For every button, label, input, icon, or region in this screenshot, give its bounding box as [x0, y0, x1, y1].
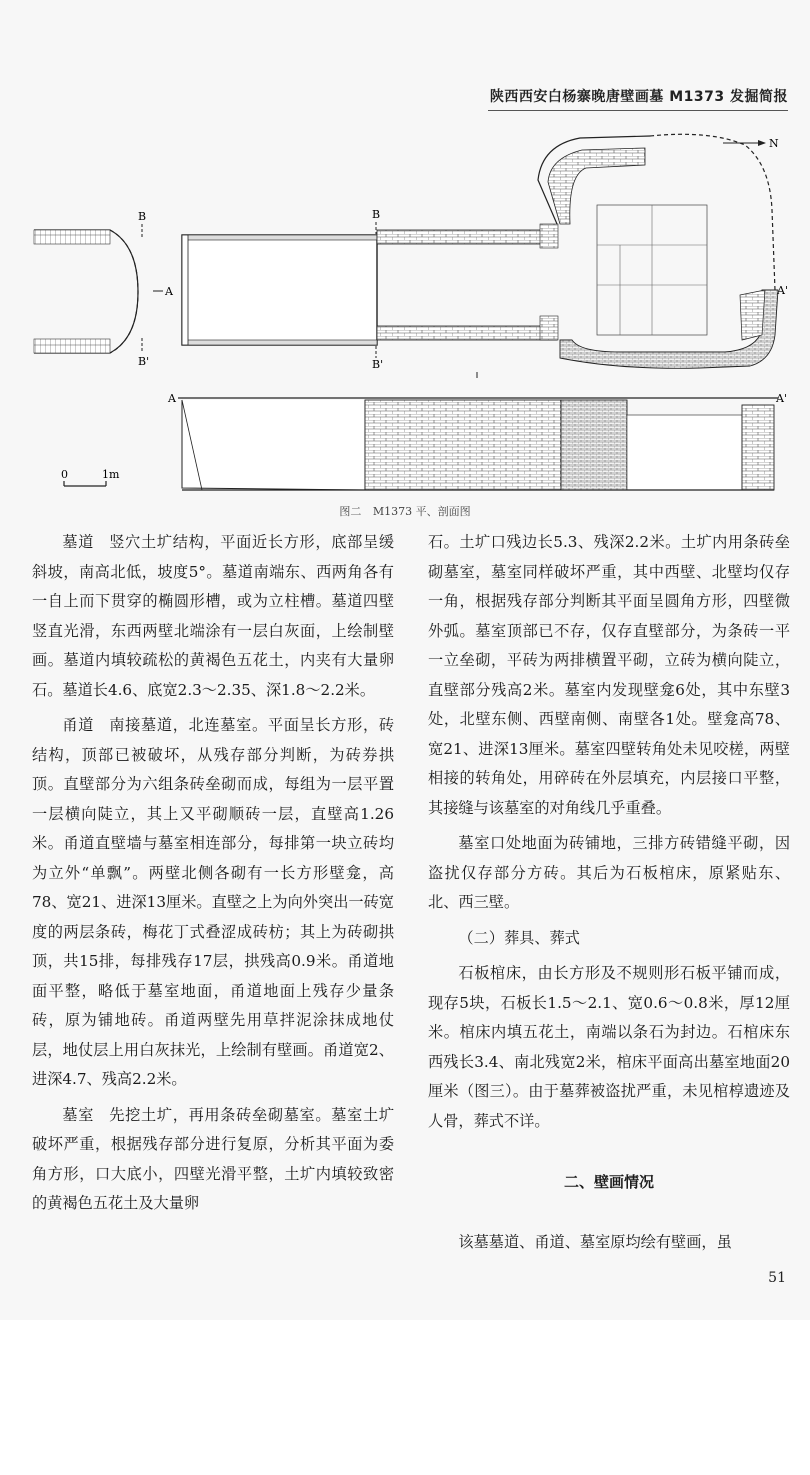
section-view: [167, 392, 787, 490]
figure-number: 图二: [339, 505, 362, 518]
label-b-mid: B: [372, 208, 381, 221]
north-label: N: [769, 137, 779, 150]
paragraph-chamber: [32, 1101, 394, 1219]
paragraph-dromos: [32, 528, 394, 705]
label-b-prime-left: B': [138, 355, 150, 368]
label-a-section: A: [168, 392, 176, 405]
section-heading: 二、壁画情况: [563, 1173, 654, 1191]
figure-caption: [0, 503, 810, 519]
north-arrow: [723, 137, 779, 150]
paragraph-coffin-bed: 石板棺床，由长方形及不规则形石板平铺而成，现存5块，石板长1.5～2.1、宽0.6～0.8米，厚12厘米。棺床内填五花土，南端以条石为封边。石棺床东西残长3.4、南北残宽2米，棺床平面高出墓室地面20厘米（图三）。由于墓葬被盗扰严重，未见棺椁遗迹及人骨，葬式不详。: [428, 964, 790, 1130]
label-a-prime-section: A': [776, 392, 787, 405]
right-column: [428, 528, 790, 1263]
dromos-text: 竖穴土圹结构，平面近长方形，底部呈缓斜坡，南高北低，坡度5°。墓道南端东、西两角各有一自上而下贯穿的椭圆形槽，或为立柱槽。墓道四壁竖直光滑，东西两壁北端涂有一层白灰面，上绘制壁画。墓道内填较疏松的黄褐色五花土，内夹有大量卵石。墓道长4.6、底宽2.3～2.35、深1.8～2.2米。: [32, 533, 395, 699]
header-rule: [488, 110, 788, 111]
term-chamber: 墓室: [62, 1105, 95, 1124]
term-dromos: 墓道: [62, 533, 95, 551]
dromos-south-end: [34, 230, 138, 353]
running-header: 陕西西安白杨寨晚唐壁画墓 M1373 发掘简报: [489, 89, 788, 105]
label-b-prime-mid: B': [372, 358, 384, 371]
label-a-plan: A: [165, 285, 173, 298]
plan-section-drawing: [20, 120, 795, 505]
page-number: 51: [768, 1270, 786, 1286]
label-b-left: B: [138, 210, 147, 223]
scale-unit: 1m: [102, 468, 120, 481]
burial-chamber-plan: [538, 134, 778, 368]
paragraph-murals: 该墓墓道、甬道、墓室原均绘有壁画，虽: [458, 1232, 732, 1251]
figure-title: M1373 平、剖面图: [372, 505, 471, 518]
corridor-plan: [377, 224, 558, 340]
passage-plan: [182, 235, 377, 345]
label-a-prime-plan: A': [777, 284, 788, 297]
passage-text: 南接墓道，北连墓室。平面呈长方形，砖结构，顶部已被破坏，从残存部分判断，为砖券拱顶。直壁部分为六组条砖垒砌而成，每组为一层平置一层横向陡立，其上又平砌顺砖一层，直壁高1.26米。甬道直壁墙与墓室相连部分，每排第一块立砖均为立外“单飘”。两壁北侧各砌有一长方形壁龛，高78、宽21、进深13厘米。直壁之上为向外突出一砖宽度的两层条砖，梅花丁式叠涩成砖枋；其上为砖砌拱顶，共15排，每排残存17层，拱残高0.9米。甬道地面平整，略低于墓室地面，甬道地面上残存少量条砖，原为铺地砖。甬道两壁先用草拌泥涂抹成地仗层，地仗层上用白灰抹光，上绘制有壁画。甬道宽2、进深4.7、残高2.2米。: [32, 716, 395, 1088]
paragraph-chamber-cont: 石。土圹口残边长5.3、残深2.2米。土圹内用条砖垒砌墓室，墓室同样破坏严重，其中西壁、北壁均仅存一角，根据残存部分判断其平面呈圆角方形，四壁微外弧。墓室顶部已不存，仅存直壁部分，为条砖一平一立垒砌，平砖为两排横置平砌，立砖为横向陡立，直壁部分残高2米。墓室内发现壁龛6处，其中东壁3处，北壁东侧、西壁南侧、南壁各1处。壁龛高78、宽21、进深13厘米。墓室四壁转角处未见咬槎，两壁相接的转角处，用碎砖在外层填充，内层接口平整，其接缝与该墓室的对角线几乎重叠。: [428, 533, 790, 817]
subsection-heading: （二）葬具、葬式: [458, 928, 580, 947]
paragraph-floor: 墓室口处地面为砖铺地，三排方砖错缝平砌，因盗扰仅存部分方砖。其后为石板棺床，原紧贴东、北、西三壁。: [428, 834, 790, 911]
paragraph-passage: [32, 711, 394, 1095]
scale-bar: [61, 468, 120, 486]
scale-zero: 0: [61, 468, 68, 481]
left-column: [32, 528, 394, 1225]
chamber-text: 先挖土圹，再用条砖垒砌墓室。墓室土圹破坏严重，根据残存部分进行复原，分析其平面为委角方形，口大底小，四壁光滑平整，土圹内填较致密的黄褐色五花土及大量卵: [32, 1105, 395, 1212]
term-passage: 甬道: [62, 716, 95, 734]
